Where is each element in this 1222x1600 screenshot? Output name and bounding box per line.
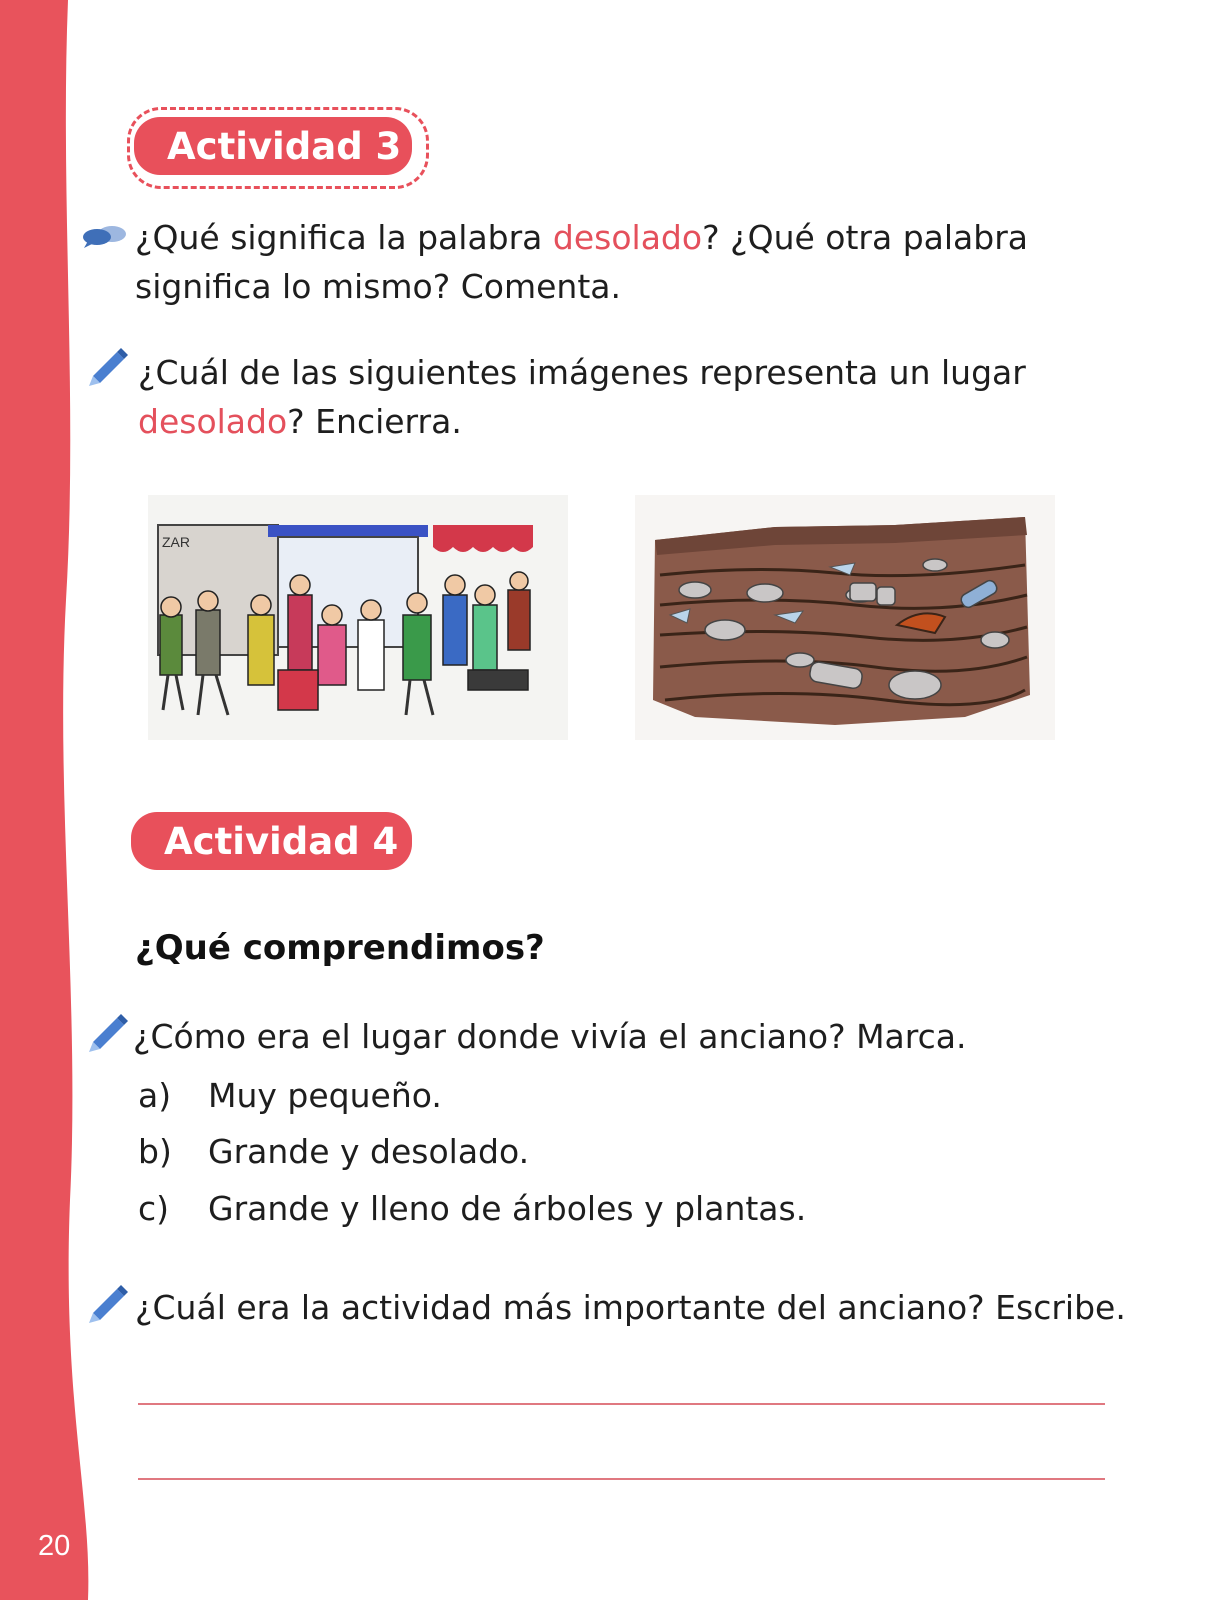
activity3-question2: ¿Cuál de las siguientes imágenes representa un lugar desolado? Encierra. <box>138 353 1026 441</box>
pencil-icon <box>87 1012 129 1052</box>
answer-line-2[interactable] <box>138 1478 1105 1480</box>
option-a[interactable]: a) Muy pequeño. <box>138 1076 442 1115</box>
activity3-title-text: Actividad 3 <box>167 124 402 168</box>
activity4-subtitle: ¿Qué comprendimos? <box>135 928 545 968</box>
option-b[interactable]: b) Grande y desolado. <box>138 1132 530 1171</box>
pencil-icon <box>87 346 129 386</box>
busy-street-market-illustration[interactable] <box>148 495 568 740</box>
pencil-icon <box>87 1283 129 1323</box>
activity3-question1: ¿Qué significa la palabra desolado? ¿Qué otra palabra significa lo mismo? Comenta. <box>135 218 1028 306</box>
activity3-title <box>134 117 412 175</box>
polluted-soil-illustration[interactable] <box>635 495 1055 740</box>
keyword-desolado: desolado <box>552 218 703 257</box>
keyword-desolado: desolado <box>138 402 288 441</box>
activity4-question2: ¿Cuál era la actividad más importante del anciano? Escribe. <box>135 1288 1126 1327</box>
shop-sign-text: ZAR <box>162 534 190 550</box>
activity4-question1: ¿Cómo era el lugar donde vivía el anciano? Marca. <box>133 1017 967 1056</box>
activity4-title <box>131 812 412 870</box>
activity4-title-text: Actividad 4 <box>164 819 399 863</box>
option-c[interactable]: c) Grande y lleno de árboles y plantas. <box>138 1189 807 1228</box>
speech-bubbles-icon <box>80 223 130 249</box>
answer-line-1[interactable] <box>138 1403 1105 1405</box>
page-number: 20 <box>38 1530 71 1562</box>
